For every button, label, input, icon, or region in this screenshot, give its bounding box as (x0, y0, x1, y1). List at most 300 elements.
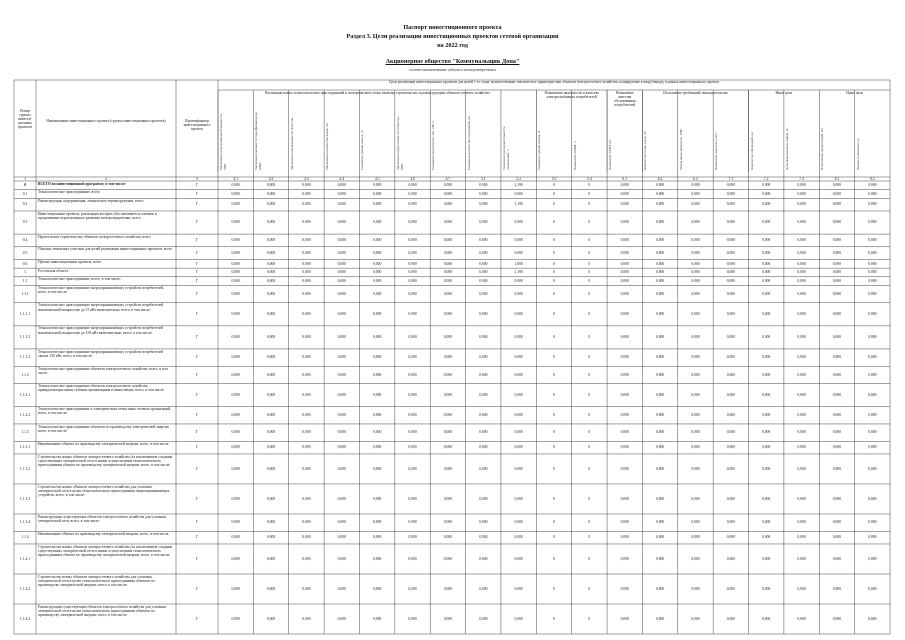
table-cell-value: 0,000 (691, 291, 700, 296)
table-cell-value: 0,000 (266, 372, 276, 377)
table-row-number: 1.1.1.2 (19, 335, 31, 340)
table-cell-value: 0,000 (868, 183, 877, 188)
table-cell-value: 0,000 (231, 355, 240, 360)
table-cell-value: 0,000 (373, 291, 382, 296)
table-cell-value: 0,000 (832, 445, 842, 450)
table-cell-value: 0 (553, 270, 555, 275)
table-cell-value: 0,000 (479, 220, 488, 225)
table-cell-value: 0,000 (408, 496, 417, 501)
column-header-data: Снижение количества отключений, шт (466, 115, 471, 170)
table-cell-value: 0,000 (762, 261, 771, 266)
table-cell-value: 0,000 (726, 312, 735, 317)
table-row-name: Технологическое присоединение объектов электросетевого хозяйства, принадлежащих иным сетевым организациям и иным лицам, всего, в том числе: (38, 384, 165, 393)
table-cell-value: 0,000 (479, 520, 488, 525)
table-cell-value: 0,000 (514, 586, 523, 591)
table-cell-value: 0,000 (266, 312, 276, 317)
table-cell-value: 0,000 (337, 238, 346, 243)
column-number: 3 (196, 177, 198, 182)
table-cell-value: 0,000 (832, 586, 842, 591)
table-cell-value: 0,000 (302, 466, 311, 471)
table-cell-value: 0,000 (762, 616, 771, 621)
table-cell-value: 0,000 (479, 413, 488, 418)
table-cell-value: 0,000 (726, 520, 735, 525)
table-cell-value: 0,000 (266, 278, 276, 283)
table-cell-value: 0,000 (302, 556, 311, 561)
column-number: 5.3 (551, 177, 557, 182)
table-cell-value: 0,000 (655, 250, 665, 255)
table-cell-value: 0,000 (302, 392, 311, 397)
table-cell-value: 0 (588, 520, 591, 525)
table-cell-value: 0,000 (655, 191, 665, 196)
table-cell-value: 0,000 (762, 335, 771, 340)
document-title: Паспорт инвестиционного проекта (403, 24, 502, 31)
table-row-identifier: Г (195, 535, 199, 540)
table-cell-value: 0,000 (620, 556, 629, 561)
column-number: 4.1 (233, 177, 238, 182)
table-cell-value: 0,000 (868, 278, 877, 283)
table-row-identifier: Г (195, 261, 199, 266)
table-cell-value: 0,000 (266, 335, 276, 340)
table-cell-value: 0,000 (231, 496, 240, 501)
table-cell-value: 0,000 (302, 250, 311, 255)
table-cell-value: 0,000 (373, 392, 382, 397)
table-row-name: Наименование объекта по производству электрической энергии, всего, в том числе: (38, 441, 170, 446)
table-cell-value: 0,000 (302, 278, 311, 283)
table-cell-value: 0,000 (655, 413, 665, 418)
table-row-number: 1.1.4 (21, 535, 29, 540)
table-row-number: 0.2 (22, 202, 28, 207)
column-header-data: Снижение продолжительности отключений, ч (501, 126, 510, 170)
table-cell-value: 0,000 (797, 183, 806, 188)
table-cell-value: 0,000 (373, 586, 382, 591)
table-cell-value: 0,000 (691, 202, 700, 207)
table-cell-value: 0,000 (868, 535, 877, 540)
table-cell-value: 0,000 (868, 270, 877, 275)
table-cell-value: 0,000 (302, 496, 311, 501)
table-row-number: 0.1 (22, 191, 28, 196)
table-cell-value: 0,000 (620, 202, 629, 207)
table-cell-value: 0,000 (443, 445, 453, 450)
table-cell-value: 0,000 (691, 520, 700, 525)
table-cell-value: 0,000 (797, 520, 806, 525)
table-cell-value: 0,000 (231, 413, 240, 418)
table-cell-value: 0,000 (373, 372, 382, 377)
table-cell-value: 0,000 (832, 466, 842, 471)
table-row-name: Технологическое присоединение объектов по производству электрической энергии всего, в том числе: (38, 424, 169, 433)
table-row-name: Технологическое присоединение энергопринимающих устройств потребителей свыше 150 кВт, всего, в том числе: (38, 349, 164, 358)
table-cell-value: 0,000 (337, 556, 346, 561)
table-cell-value: 0,000 (762, 556, 771, 561)
table-cell-value: 0,000 (266, 496, 276, 501)
table-cell-value: 0,000 (337, 413, 346, 418)
table-row-identifier: Г (195, 372, 199, 377)
table-cell-value: 0,000 (337, 250, 346, 255)
table-row-number: 0.4 (22, 238, 28, 243)
table-cell-value: 0,000 (443, 270, 453, 275)
table-cell-value: 0,000 (655, 291, 665, 296)
table-cell-value: 0,000 (691, 312, 700, 317)
table-cell-value: 0,000 (514, 466, 523, 471)
table-row-number: 1.1.4.3 (19, 616, 31, 621)
table-cell-value: 0,000 (691, 430, 700, 435)
table-cell-value: 0,000 (797, 466, 806, 471)
table-row-name: Инвестиционные проекты, реализация которых обуславливается схемами и программами перспективного развития электроэнергетики, всего (38, 211, 157, 220)
column-number: 2 (105, 177, 107, 182)
table-cell-value: 0 (553, 372, 555, 377)
table-cell-value: 0,000 (266, 238, 276, 243)
table-cell-value: 0,000 (373, 312, 382, 317)
table-cell-value: 0,000 (620, 445, 629, 450)
table-cell-value: 0,000 (797, 413, 806, 418)
table-cell-value: 0,000 (762, 535, 771, 540)
column-header-data: Количество обращений, шт (749, 131, 754, 170)
table-row-identifier: Г (195, 278, 199, 283)
table-cell-value: 0,000 (726, 535, 735, 540)
table-cell-value: 0,000 (302, 586, 311, 591)
table-cell-value: 0,000 (762, 355, 771, 360)
table-row-name: Реконструкция, модернизация, техническое перевооружение, всего (38, 198, 144, 203)
table-cell-value: 0 (588, 445, 591, 450)
table-cell-value: 0,000 (691, 372, 700, 377)
table-cell-value: 0,000 (231, 270, 240, 275)
table-cell-value: 0,000 (231, 183, 240, 188)
table-cell-value: 0,000 (443, 312, 453, 317)
table-cell-value: 0,000 (302, 270, 311, 275)
table-row-number: 1.1.2.1 (19, 392, 31, 397)
table-cell-value: 0,000 (762, 183, 771, 188)
table-row-name: ВСЕГО по инвестиционной программе, в том числе: (38, 181, 126, 186)
column-header-data: Показатель качества услуг (714, 132, 719, 170)
table-cell-value: 0,000 (408, 413, 417, 418)
table-cell-value: 0,000 (337, 496, 346, 501)
table-cell-value: 0,000 (620, 335, 629, 340)
table-cell-value: 0,000 (443, 372, 453, 377)
table-cell-value: 0,000 (655, 220, 665, 225)
table-cell-value: 0,000 (514, 355, 523, 360)
table-cell-value: 0,000 (726, 250, 735, 255)
table-cell-value: 0,000 (655, 202, 665, 207)
document-year: на 2022 год (437, 42, 468, 49)
table-cell-value: 0,000 (302, 520, 311, 525)
table-row-identifier: Г (195, 466, 199, 471)
table-cell-value: 0,000 (726, 191, 735, 196)
table-cell-value: 0,000 (832, 355, 842, 360)
column-number: 6.3 (693, 177, 698, 182)
table-cell-value: 0,000 (655, 556, 665, 561)
table-cell-value: 0,000 (479, 312, 488, 317)
column-header-data: Показатель SAIFI, шт (608, 139, 613, 170)
table-cell-value: 0,000 (832, 312, 842, 317)
table-cell-value: 0,000 (797, 586, 806, 591)
table-cell-value: 0,000 (620, 238, 629, 243)
table-cell-value: 0,000 (620, 392, 629, 397)
table-group-header: Повышение надежности и качества электроснабжения потребителей (544, 91, 599, 99)
table-cell-value: 0,000 (231, 291, 240, 296)
table-row-number: 1.1.2.2 (19, 413, 31, 418)
table-cell-value: 0,000 (691, 586, 700, 591)
table-cell-value: 0 (553, 430, 555, 435)
table-cell-value: 0,000 (832, 261, 842, 266)
table-cell-value: 0,000 (868, 616, 877, 621)
table-cell-value: 0,000 (620, 466, 629, 471)
table-cell-value: 0,000 (266, 183, 276, 188)
table-cell-value: 0 (588, 312, 591, 317)
table-cell-value: 0,000 (337, 520, 346, 525)
table-cell-value: 0,000 (337, 355, 346, 360)
table-cell-value: 0,000 (231, 278, 240, 283)
table-cell-value: 0,000 (373, 278, 382, 283)
table-cell-value: 0,000 (726, 496, 735, 501)
column-number: 4.4 (339, 177, 345, 182)
table-cell-value: 0,000 (231, 238, 240, 243)
table-row-name: Технологическое присоединение энергопринимающих устройств потребителей максимальной мощностью до 15 кВт включительно, всего, в том числе: (38, 303, 164, 312)
table-cell-value: 0,000 (443, 202, 453, 207)
table-cell-value: 0 (588, 616, 591, 621)
table-cell-value: 0,000 (443, 355, 453, 360)
table-row-number: 1.1.3.1 (19, 445, 31, 450)
table-cell-value: 0,000 (620, 535, 629, 540)
table-cell-value: 0,000 (479, 535, 488, 540)
document-section: Раздел 3. Цели реализации инвестиционных проектов сетевой организации (346, 33, 559, 40)
table-cell-value: 0,000 (691, 261, 700, 266)
table-cell-value: 0,000 (832, 270, 842, 275)
table-cell-value: 0,000 (514, 556, 523, 561)
table-cell-value: 0,000 (797, 191, 806, 196)
table-cell-value: 0 (588, 291, 591, 296)
table-cell-value: 0,000 (655, 372, 665, 377)
table-row-identifier: Г (195, 312, 199, 317)
table-cell-value: 0,000 (266, 466, 276, 471)
table-cell-value: 0 (588, 183, 591, 188)
table-cell-value: 0,000 (231, 392, 240, 397)
table-cell-value: 0 (588, 496, 591, 501)
table-cell-value: 0,000 (408, 261, 417, 266)
table-cell-value: 0 (553, 191, 555, 196)
table-cell-value: 0,000 (620, 278, 629, 283)
table-cell-value: 0,000 (337, 278, 346, 283)
table-row-identifier: Г (195, 250, 199, 255)
table-cell-value: 0,000 (832, 278, 842, 283)
table-cell-value: 0,000 (514, 372, 523, 377)
table-cell-value: 0 (588, 466, 591, 471)
table-cell-value: 0,000 (514, 520, 523, 525)
table-cell-value: 0,000 (479, 355, 488, 360)
table-cell-value: 0,000 (832, 556, 842, 561)
table-cell-value: 0,000 (762, 312, 771, 317)
column-number: 4.7 (445, 177, 451, 182)
table-cell-value: 0,000 (302, 535, 311, 540)
table-cell-value: 0,000 (373, 191, 382, 196)
table-cell-value: 0,000 (832, 616, 842, 621)
table-cell-value: 0,000 (655, 616, 665, 621)
table-row-identifier: Г (195, 220, 199, 225)
table-cell-value: 0,000 (832, 392, 842, 397)
table-cell-value: 0,000 (231, 191, 240, 196)
table-cell-value: 0,000 (266, 191, 276, 196)
table-row-identifier: Г (195, 616, 199, 621)
table-cell-value: 0,000 (514, 430, 523, 435)
column-header-data: Увеличение количества ячеек, шт (325, 123, 330, 170)
table-cell-value: 0,000 (655, 535, 665, 540)
table-cell-value: 0,000 (655, 496, 665, 501)
table-cell-value: 0 (588, 250, 591, 255)
table-row-identifier: Г (195, 202, 199, 207)
table-cell-value: 0,000 (231, 250, 240, 255)
table-cell-value: 0,000 (266, 392, 276, 397)
table-cell-value: 0,000 (373, 250, 382, 255)
table-cell-value: 0,000 (479, 261, 488, 266)
column-number: 4.5 (374, 177, 380, 182)
table-cell-value: 0,000 (337, 291, 346, 296)
table-cell-value: 0,000 (373, 355, 382, 360)
table-cell-value: 0,000 (797, 430, 806, 435)
table-cell-value: 0,000 (832, 291, 842, 296)
table-cell-value: 0 (588, 430, 591, 435)
table-cell-value: 0,000 (797, 335, 806, 340)
document-header (0, 0, 905, 80)
table-cell-value: 0,000 (691, 191, 700, 196)
table-cell-value: 0,000 (443, 183, 453, 188)
table-cell-value: 0,000 (479, 392, 488, 397)
table-cell-value: 0,000 (832, 335, 842, 340)
table-cell-value: 0,000 (797, 312, 806, 317)
table-cell-value: 0,000 (868, 430, 877, 435)
table-cell-value: 0,000 (231, 535, 240, 540)
table-cell-value: 0,000 (832, 183, 842, 188)
table-cell-value: 0 (553, 238, 555, 243)
column-number: 6.1 (622, 177, 628, 182)
table-cell-value: 0,000 (373, 430, 382, 435)
table-cell-value: 0,000 (408, 183, 417, 188)
table-cell-value: 0,000 (691, 616, 700, 621)
table-cell-value: 0,000 (691, 556, 700, 561)
table-cell-value: 0,000 (337, 220, 346, 225)
table-cell-value: 0,000 (868, 392, 877, 397)
table-cell-value: 0,000 (762, 291, 771, 296)
table-cell-value: 0,000 (408, 520, 417, 525)
table-cell-value: 0,000 (443, 191, 453, 196)
table-cell-value: 0,000 (620, 430, 629, 435)
table-cell-value: 0,000 (231, 445, 240, 450)
table-cell-value: 0,000 (337, 202, 346, 207)
column-header-data: Объем ввода мощности, МВт (678, 128, 683, 170)
table-cell-value: 0 (553, 520, 555, 525)
table-cell-value: 1,190 (514, 270, 523, 275)
table-cell-value: 0,000 (408, 556, 417, 561)
table-cell-value: 0,000 (868, 520, 877, 525)
table-cell-value: 0,000 (514, 220, 523, 225)
table-cell-value: 0,000 (797, 392, 806, 397)
table-cell-value: 0 (553, 355, 555, 360)
table-cell-value: 0,000 (408, 616, 417, 621)
column-number: 4.2 (268, 177, 274, 182)
table-cell-value: 0,000 (408, 466, 417, 471)
table-row-identifier: Г (195, 291, 199, 296)
table-cell-value: 0,000 (797, 270, 806, 275)
table-cell-value: 0,000 (655, 238, 665, 243)
table-cell-value: 0,000 (514, 250, 523, 255)
table-cell-value: 0,000 (797, 355, 806, 360)
table-cell-value: 0 (553, 261, 555, 266)
table-cell-value: 0 (553, 335, 555, 340)
table-cell-value: 0,000 (373, 535, 382, 540)
table-row-identifier: Г (195, 183, 199, 188)
table-row-number: 1 (24, 270, 26, 275)
table-cell-value: 0,000 (762, 466, 771, 471)
table-cell-value: 0,000 (373, 616, 382, 621)
table-cell-value: 0 (553, 312, 555, 317)
column-header-project-id: Идентификатор инвестиционного проекта (183, 119, 211, 131)
table-row-number: 1.1.2 (21, 372, 29, 377)
table-row-name: Строительство новых объектов электросетевого хозяйства (за исключением создания существующих электрической сети и линии осуществления технологического присоединения объекта по производству электрической энергии, всего, в том числе: (38, 544, 173, 558)
table-cell-value: 0,000 (337, 372, 346, 377)
table-cell-value: 0,000 (302, 191, 311, 196)
table-row-identifier: Г (195, 496, 199, 501)
column-number: 7.3 (799, 177, 804, 182)
column-header-data: Прочие показатели, ед. (855, 137, 860, 170)
table-cell-value: 0,000 (337, 312, 346, 317)
table-cell-value: 0,000 (797, 616, 806, 621)
column-number: 1 (24, 177, 26, 182)
table-cell-value: 0,000 (337, 586, 346, 591)
column-number: 5.4 (587, 177, 592, 182)
table-row-number: 1.1.3.3 (19, 496, 31, 501)
table-row-name: Реконструкция существующих объектов электросетевого хозяйства для усиления электрической сети, всего, в том числе: (38, 514, 166, 523)
table-cell-value: 0,000 (620, 413, 629, 418)
table-cell-value: 0,000 (408, 372, 417, 377)
table-cell-value: 0,000 (337, 535, 346, 540)
table-cell-value: 0 (588, 556, 591, 561)
table-cell-value: 0,000 (655, 183, 665, 188)
table-cell-value: 0,000 (620, 496, 629, 501)
table-cell-value: 0,000 (868, 496, 877, 501)
table-row-name: Прочие инвестиционные проекты, всего (38, 260, 102, 265)
table-cell-value: 0,000 (373, 335, 382, 340)
table-cell-value: 0,000 (302, 430, 311, 435)
table-row-number: 0 (24, 183, 26, 188)
table-cell-value: 0 (588, 270, 591, 275)
table-cell-value: 0,000 (797, 220, 806, 225)
table-row-number: 1.1.3.4 (19, 520, 31, 525)
table-cell-value: 0,000 (832, 202, 842, 207)
table-cell-value: 0,000 (655, 261, 665, 266)
table-cell-value: 0,000 (443, 556, 453, 561)
table-cell-value: 0,000 (302, 445, 311, 450)
table-row-name: Технологическое присоединение, всего, в том числе: (38, 277, 121, 282)
table-cell-value: 0,000 (868, 202, 877, 207)
table-cell-value: 0,000 (373, 202, 382, 207)
table-cell-value: 0 (553, 445, 555, 450)
table-group-header: Иные цели (775, 91, 793, 95)
table-cell-value: 0,000 (655, 312, 665, 317)
column-header-data: Увеличение протяженности ЛЭП, км (289, 118, 294, 170)
table-cell-value: 0,000 (691, 278, 700, 283)
table-row-number: 1.1.3.2 (19, 466, 31, 471)
table-cell-value: 0,000 (726, 466, 735, 471)
table-cell-value: 0,000 (408, 535, 417, 540)
table-cell-value: 0,000 (691, 335, 700, 340)
table-cell-value: 0,000 (408, 355, 417, 360)
table-row-name: Строительство новых объектов электросетевого хозяйства для усиления электрической сети в целях технологического присоединения объектов по производству электрической энергии, всего, в том числе: (38, 574, 155, 588)
table-row-identifier: Г (195, 238, 199, 243)
table-cell-value: 0,000 (231, 586, 240, 591)
table-cell-value: 0 (553, 586, 555, 591)
table-cell-value: 0,000 (797, 556, 806, 561)
table-cell-value: 0,000 (868, 466, 877, 471)
table-cell-value: 0 (588, 392, 591, 397)
table-cell-value: 0,000 (443, 220, 453, 225)
table-cell-value: 0,000 (231, 335, 240, 340)
